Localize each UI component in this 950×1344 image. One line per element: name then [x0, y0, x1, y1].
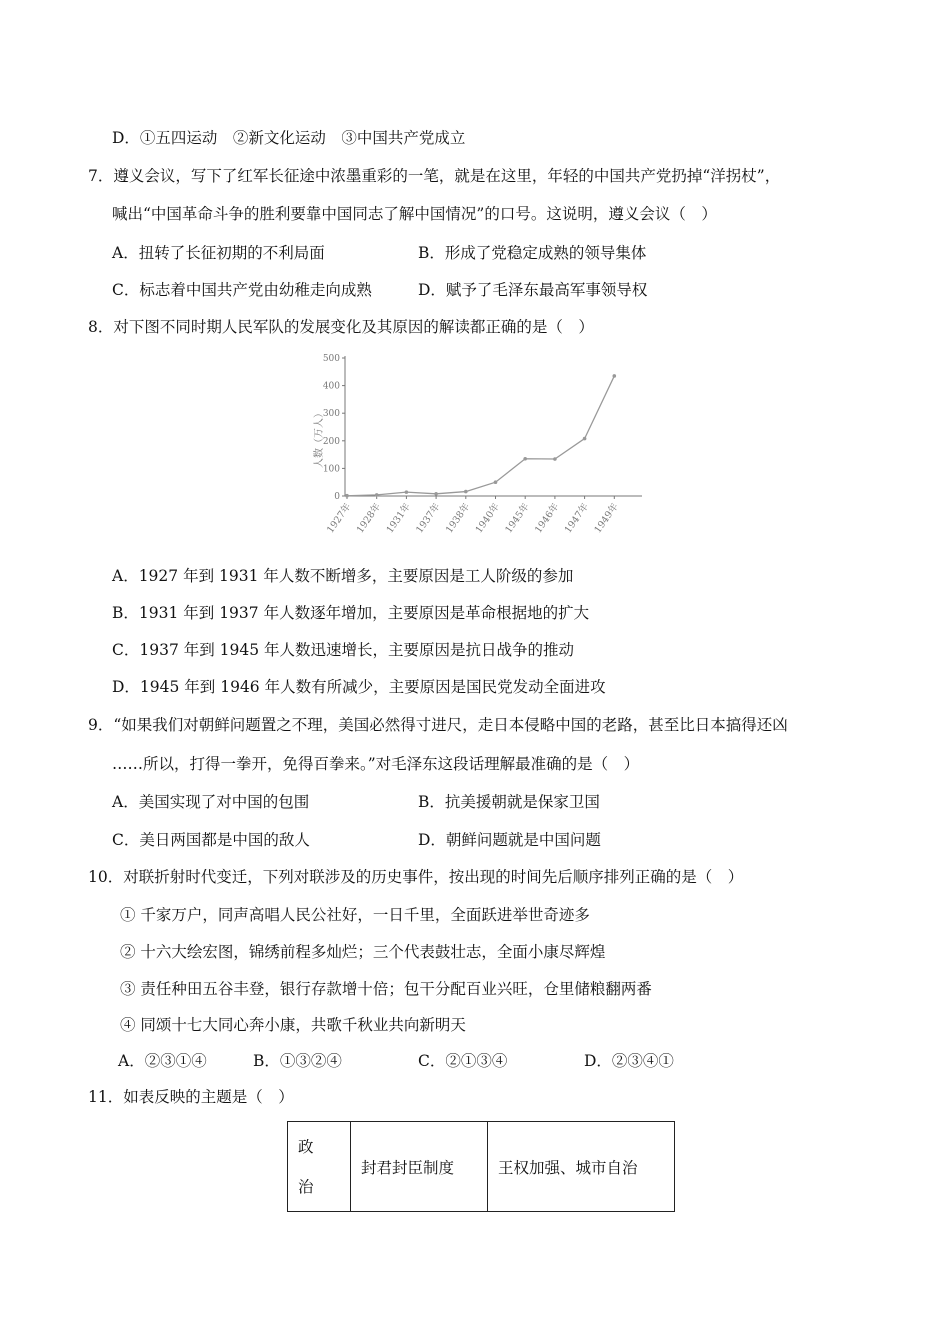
data-point-1946年	[553, 457, 557, 461]
x-tick-label-1940年: 1940年	[473, 501, 502, 536]
q8-option-c: C．1937 年到 1945 年人数迅速增长，主要原因是抗日战争的推动	[112, 641, 575, 659]
x-tick-label-1938年: 1938年	[443, 501, 473, 536]
data-point-1931年	[405, 490, 409, 494]
q11-stem: 11．如表反映的主题是（ ）	[88, 1088, 294, 1106]
y-tick-label-100: 100	[322, 464, 340, 475]
q10-option-b: B．①③②④	[253, 1052, 342, 1070]
q10-stem: 10．对联折射时代变迁，下列对联涉及的历史事件，按出现的时间先后顺序排列正确的是（ ）	[88, 868, 744, 886]
y-tick-label-200: 200	[322, 436, 340, 447]
table-cell-system: 封君封臣制度	[351, 1122, 488, 1212]
q10-option-a: A．②③①④	[118, 1052, 207, 1070]
chart-x-ticks	[324, 496, 621, 535]
q7-option-a: A．扭转了长征初期的不利局面	[112, 244, 325, 262]
q7-stem-line1: 7．遵义会议，写下了红军长征途中浓墨重彩的一笔，就是在这里，年轻的中国共产党扔掉“洋拐杖”，	[88, 167, 781, 185]
y-tick-label-300: 300	[322, 409, 340, 420]
chart-points	[345, 374, 616, 497]
q7-option-b: B．形成了党稳定成熟的领导集体	[418, 244, 647, 262]
q9-stem-line1: 9．“如果我们对朝鲜问题置之不理，美国必然得寸进尺，走日本侵略中国的老路，甚至比日本搞得还凶	[88, 716, 788, 734]
data-point-1940年	[494, 480, 498, 484]
data-point-1928年	[375, 493, 379, 497]
chart-y-ticks	[323, 354, 345, 502]
data-point-1949年	[613, 374, 617, 378]
q9-option-b: B．抗美援朝就是保家卫国	[418, 793, 600, 811]
x-tick-label-1937年: 1937年	[414, 501, 443, 536]
q9-option-d: D．朝鲜问题就是中国问题	[418, 831, 601, 849]
q10-option-d: D．②③④①	[584, 1052, 674, 1070]
chart-y-axis-label: 人数（万人）	[314, 408, 325, 468]
y-tick-label-0: 0	[334, 492, 340, 502]
x-tick-label-1931年: 1931年	[384, 501, 413, 536]
q8-option-b: B．1931 年到 1937 年人数逐年增加，主要原因是革命根据地的扩大	[112, 604, 590, 622]
q7-option-d: D．赋予了毛泽东最高军事领导权	[418, 281, 648, 299]
data-point-1945年	[523, 457, 527, 461]
data-point-1947年	[583, 437, 587, 441]
q9-option-c: C．美日两国都是中国的敌人	[112, 831, 310, 849]
y-tick-label-500: 500	[322, 354, 340, 364]
table-cell-category: 政 治	[288, 1122, 351, 1212]
q10-item-4: ④ 同颂十七大同心奔小康，共歌千秋业共向新明天	[120, 1016, 466, 1034]
q8-option-a: A．1927 年到 1931 年人数不断增多，主要原因是工人阶级的参加	[112, 567, 574, 585]
chart-series-line	[347, 376, 614, 496]
table-cell-feature: 王权加强、城市自治	[488, 1122, 675, 1212]
q10-item-2: ② 十六大绘宏图，锦绣前程多灿烂；三个代表鼓壮志，全面小康尽辉煌	[120, 943, 606, 961]
x-tick-label-1947年: 1947年	[562, 501, 592, 536]
prev-question-option-d: D．①五四运动 ②新文化运动 ③中国共产党成立	[112, 129, 466, 147]
x-tick-label-1946年: 1946年	[533, 501, 562, 536]
q8-stem: 8．对下图不同时期人民军队的发展变化及其原因的解读都正确的是（ ）	[88, 318, 594, 336]
y-tick-label-400: 400	[322, 381, 340, 392]
data-point-1927年	[345, 494, 349, 498]
data-point-1938年	[464, 490, 468, 494]
q8-option-d: D．1945 年到 1946 年人数有所减少，主要原因是国民党发动全面进攻	[112, 678, 606, 696]
q9-option-a: A．美国实现了对中国的包围	[112, 793, 310, 811]
data-point-1937年	[434, 492, 438, 496]
q10-option-c: C．②①③④	[418, 1052, 508, 1070]
q10-item-3: ③ 责任种田五谷丰登，银行存款增十倍；包干分配百业兴旺，仓里储粮翻两番	[120, 980, 652, 998]
chart-axes	[345, 356, 642, 496]
table-row	[288, 1122, 675, 1212]
army-size-line-chart	[300, 348, 660, 548]
q11-table	[287, 1121, 675, 1212]
x-tick-label-1927年: 1927年	[325, 501, 354, 536]
q7-option-c: C．标志着中国共产党由幼稚走向成熟	[112, 281, 372, 299]
q9-stem-line2: ……所以，打得一拳开，免得百拳来。”对毛泽东这段话理解最准确的是（ ）	[112, 755, 640, 773]
x-tick-label-1928年: 1928年	[354, 501, 384, 536]
q10-item-1: ① 千家万户，同声高唱人民公社好，一日千里，全面跃进举世奇迹多	[120, 906, 590, 924]
x-tick-label-1945年: 1945年	[503, 501, 532, 536]
x-tick-label-1949年: 1949年	[592, 501, 621, 536]
q7-stem-line2: 喊出“中国革命斗争的胜利要靠中国同志了解中国情况”的口号。这说明，遵义会议（ ）	[112, 205, 717, 223]
